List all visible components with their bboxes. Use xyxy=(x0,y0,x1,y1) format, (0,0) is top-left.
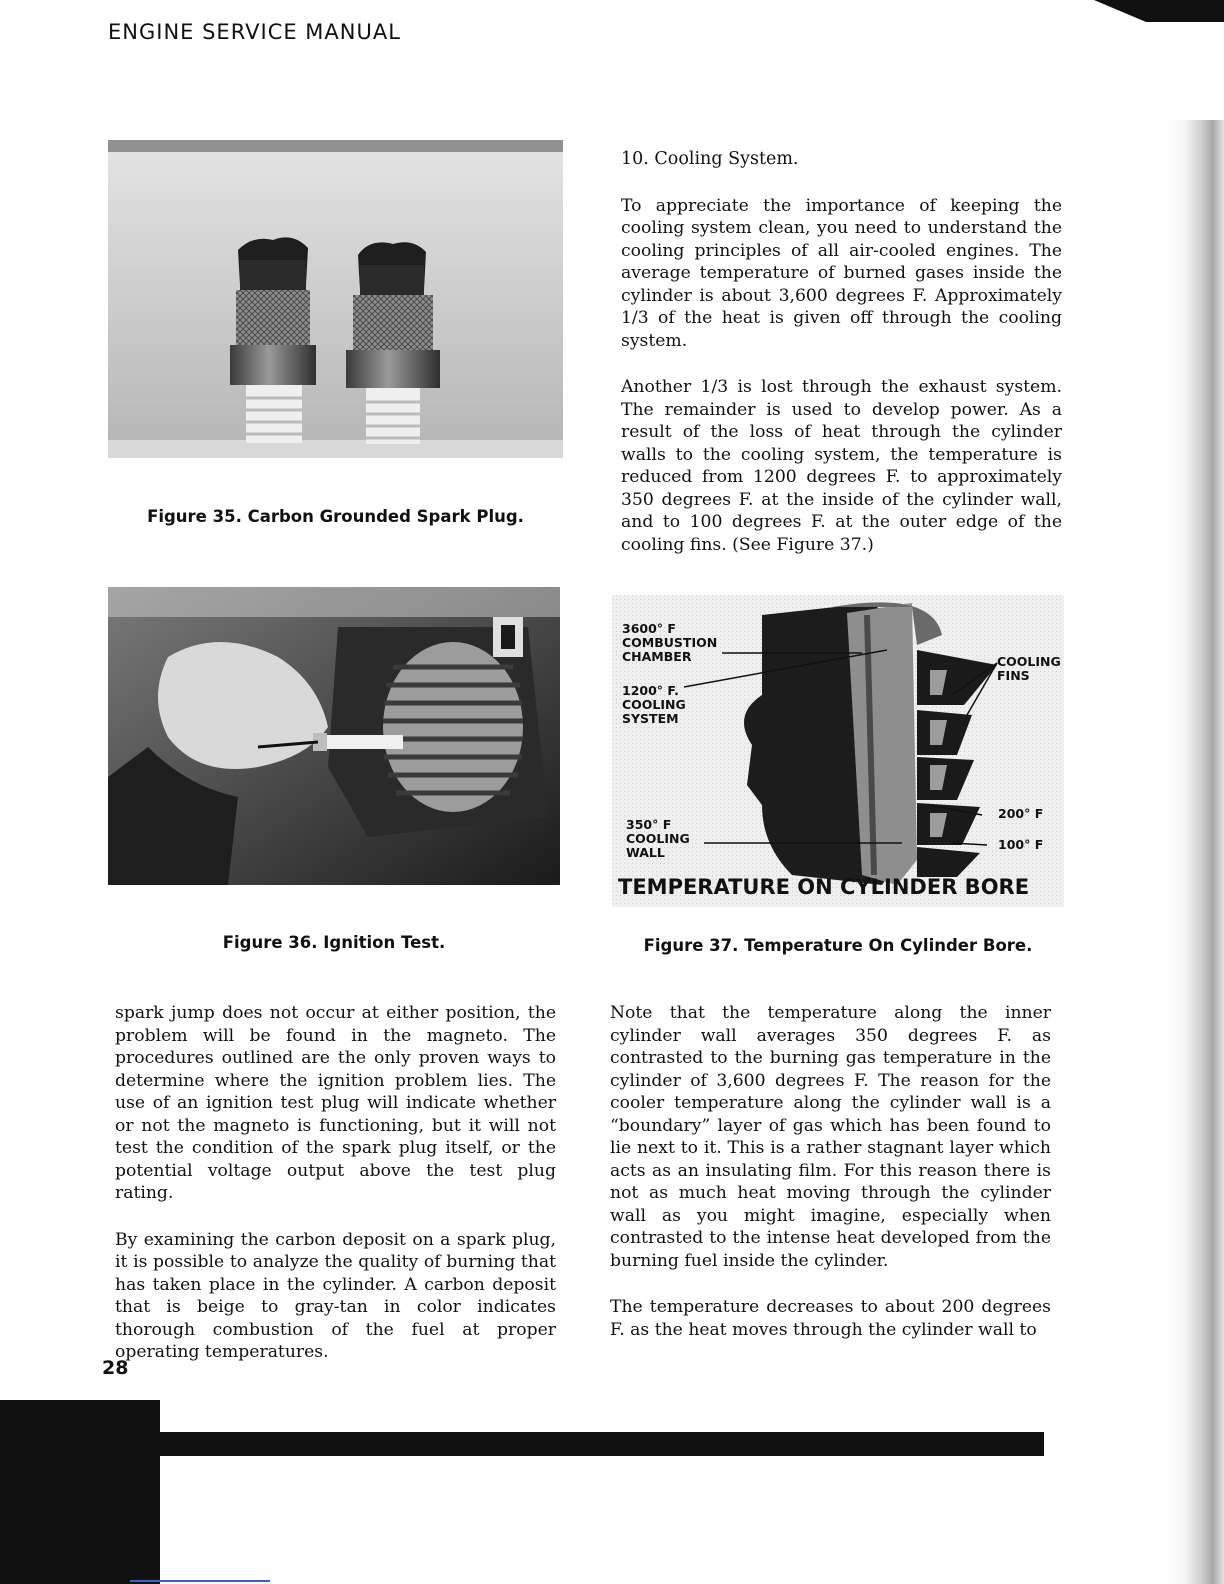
scan-bottom-bar xyxy=(36,1432,1044,1456)
label-cooling: COOLING xyxy=(622,697,686,712)
label-1200f: 1200° F. xyxy=(622,683,679,698)
paragraph: To appreciate the importance of keeping the cooling system clean, you need to understand the cooling principles of all air-cooled engines. The average temperature of burned gases inside the cylinder is about 3,600 degrees F. Approximately 1/3 of the heat is given off through the cooling system. xyxy=(621,195,1062,351)
label-wall-cooling: COOLING xyxy=(626,831,690,846)
scan-corner-mark xyxy=(1094,0,1224,22)
scan-edge-shadow xyxy=(1168,120,1224,1584)
spark-plugs-illustration xyxy=(108,140,563,458)
label-3600f: 3600° F xyxy=(622,621,676,636)
paragraph: By examining the carbon deposit on a spark plug, it is possible to analyze the quality of burning that has taken place in the cylinder. A carbon deposit that is beige to gray-tan in color indicates thorough combustion of the fuel at proper operating temperatures. xyxy=(115,1229,556,1362)
label-fins: FINS xyxy=(997,668,1030,683)
label-fins-cooling: COOLING xyxy=(997,654,1061,669)
label-chamber: CHAMBER xyxy=(622,649,692,664)
ignition-test-illustration xyxy=(108,587,560,885)
label-system: SYSTEM xyxy=(622,711,679,726)
paragraph: Note that the temperature along the inner cylinder wall averages 350 degrees F. as contrasted to the burning gas temperature in the cylinder of 3,600 degrees F. The reason for the cooler temperature along the cylinder wall is a “boundary” layer of gas which has been found to lie next to it. This is a rather stagnant layer which acts as an insulating film. For this reason there is not as much heat moving through the cylinder wall as you might imagine, especially when contrasted to the intense heat developed from the burning fuel inside the cylinder. xyxy=(610,1003,1051,1271)
figure-36-photo xyxy=(108,587,560,885)
right-column-bottom xyxy=(610,1002,1051,1365)
label-100f: 100° F xyxy=(998,837,1044,852)
left-column-bottom xyxy=(115,1002,556,1388)
diagram-title: TEMPERATURE ON CYLINDER BORE xyxy=(618,875,1030,899)
label-cooling-wall xyxy=(626,818,690,860)
figure-37-caption: Figure 37. Temperature On Cylinder Bore. xyxy=(643,936,1033,955)
label-combustion: COMBUSTION xyxy=(622,635,718,650)
running-header: ENGINE SERVICE MANUAL xyxy=(108,20,401,44)
scan-bottom-left-block xyxy=(0,1400,160,1584)
scan-bottom-line xyxy=(130,1580,270,1582)
figure-37-diagram xyxy=(612,595,1064,907)
section-heading-cooling-system: 10. Cooling System. xyxy=(621,149,799,169)
label-combustion-chamber xyxy=(622,622,717,664)
figure-36-caption: Figure 36. Ignition Test. xyxy=(222,933,446,952)
figure-35-photo xyxy=(108,140,563,458)
label-wall: WALL xyxy=(626,845,665,860)
label-cooling-system xyxy=(622,684,686,726)
label-200f: 200° F xyxy=(998,806,1044,821)
paragraph: The temperature decreases to about 200 degrees F. as the heat moves through the cylinder wall to xyxy=(610,1297,1051,1340)
figure-35-caption: Figure 35. Carbon Grounded Spark Plug. xyxy=(147,507,524,526)
label-350f: 350° F xyxy=(626,817,672,832)
paragraph: spark jump does not occur at either position, the problem will be found in the magneto. The procedures outlined are the only proven ways to determine where the ignition problem lies. The use of an ignition test plug will indicate whether or not the magneto is functioning, but it will not test the condition of the spark plug itself, or the potential voltage output above the test plug rating. xyxy=(115,1003,556,1203)
label-cooling-fins xyxy=(997,655,1061,683)
page-number: 28 xyxy=(102,1357,129,1379)
paragraph: Another 1/3 is lost through the exhaust system. The remainder is used to develop power. As a result of the loss of heat through the cylinder walls to the cooling system, the temperature is reduced from 1200 degrees F. to approximately 350 degrees F. at the inside of the cylinder wall, and to 100 degrees F. at the outer edge of the cooling fins. (See Figure 37.) xyxy=(621,377,1062,555)
right-column-top xyxy=(621,148,1062,580)
